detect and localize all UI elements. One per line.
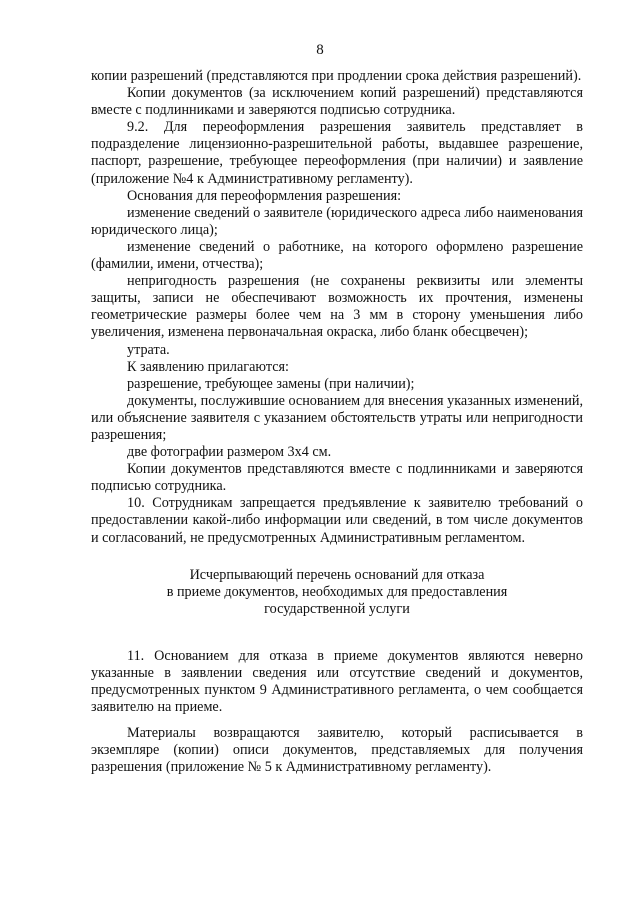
- paragraph-attachment-documents: документы, послужившие основанием для внесения указанных изменений, или объяснение заявителя с указанием обстоятельств утраты или непригодности разрешения;: [91, 392, 583, 443]
- section-heading-line-2: в приеме документов, необходимых для предоставления: [166, 583, 508, 600]
- paragraph-permit-copies: копии разрешений (представляются при продлении срока действия разрешений).: [91, 68, 582, 84]
- paragraph-attachment-permit: разрешение, требующее замены (при наличии);: [127, 375, 415, 392]
- section-heading: [91, 567, 583, 618]
- paragraph-document-copies: Копии документов (за исключением копий разрешений) представляются вместе с подлинниками и заверяются подписью сотрудника.: [91, 85, 583, 119]
- section-heading-line-1: Исчерпывающий перечень оснований для отказа: [189, 566, 485, 583]
- paragraph-reissue-grounds: Основания для переоформления разрешения:: [127, 187, 402, 204]
- paragraph-ground-loss: утрата.: [127, 341, 170, 358]
- paragraph-attachment-photos: две фотографии размером 3х4 см.: [127, 444, 332, 461]
- paragraph-11-refusal-grounds: 11. Основанием для отказа в приеме документов являются неверно указанные в заявлении сведения или отсутствие сведений и документов, предусмотренных пунктом 9 Административного регламента, о чем сообщается заявителю на приеме.: [91, 647, 583, 716]
- paragraph-ground-employee-change: изменение сведений о работнике, на которого оформлено разрешение (фамилии, имени, отчества);: [91, 238, 583, 273]
- paragraph-copies-with-originals: Копии документов представляются вместе с подлинниками и заверяются подписью сотрудника.: [91, 461, 583, 495]
- paragraph-attachments-heading: К заявлению прилагаются:: [127, 358, 289, 375]
- paragraph-10-prohibition: 10. Сотрудникам запрещается предъявление к заявителю требований о предоставлении какой-либо информации или сведений, в том числе документов и согласований, не предусмотренных Административным регламентом.: [91, 495, 583, 546]
- document-body: [91, 68, 583, 777]
- paragraph-ground-unfitness: непригодность разрешения (не сохранены реквизиты или элементы защиты, записи не обеспечивают возможность их прочтения, изменены геометрические размеры более чем на 3 мм в сторону уменьшения либо увеличения, изменена первоначальная окраска, либо бланк обесцвечен);: [91, 273, 583, 341]
- paragraph-9-2-reissue: 9.2. Для переоформления разрешения заявитель представляет в подразделение лицензионно-разрешительной работы, выдавшее разрешение, паспорт, разрешение, требующее переоформления (при наличии) и заявление (приложение №4 к Административному регламенту).: [91, 119, 583, 187]
- paragraph-ground-applicant-change: изменение сведений о заявителе (юридического адреса либо наименования юридического лица);: [91, 204, 583, 238]
- section-heading-line-3: государственной услуги: [264, 600, 410, 617]
- page-number: 8: [316, 42, 324, 58]
- paragraph-materials-returned: Материалы возвращаются заявителю, который расписывается в экземпляре (копии) описи документов, представляемых для получения разрешения (приложение № 5 к Административному регламенту).: [91, 725, 583, 776]
